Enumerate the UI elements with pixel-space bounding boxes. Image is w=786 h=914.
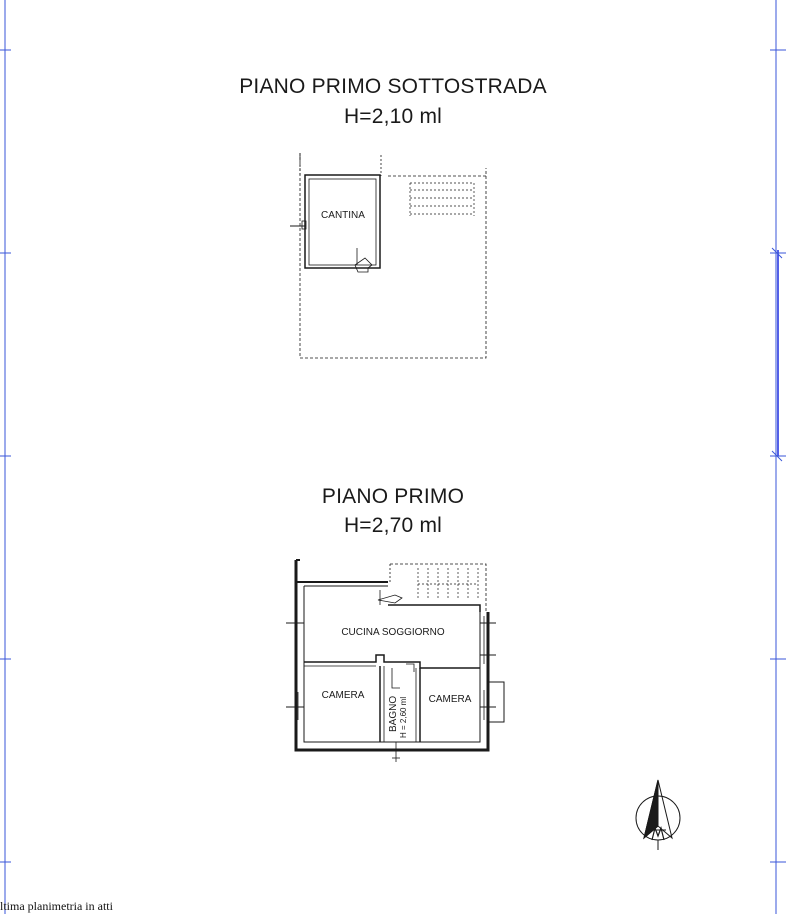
room-label-camera-right: CAMERA [428,694,472,705]
room-label-camera-left: CAMERA [321,690,365,701]
basement-title: PIANO PRIMO SOTTOSTRADA [239,75,547,98]
room-label-cucina-soggiorno: CUCINA SOGGIORNO [341,627,445,638]
first-floor-title: PIANO PRIMO [321,485,465,508]
first-floor-height: H=2,70 ml [343,514,443,537]
basement-height: H=2,10 ml [343,105,443,128]
room-label-bagno-height: H = 2,60 ml [399,696,408,738]
north-arrow-icon [636,780,680,850]
room-label-bagno: BAGNO [388,695,399,732]
footer-note: ltima planimetria in atti [0,899,113,913]
basement-plan [290,153,486,358]
room-label-cantina: CANTINA [321,210,365,221]
